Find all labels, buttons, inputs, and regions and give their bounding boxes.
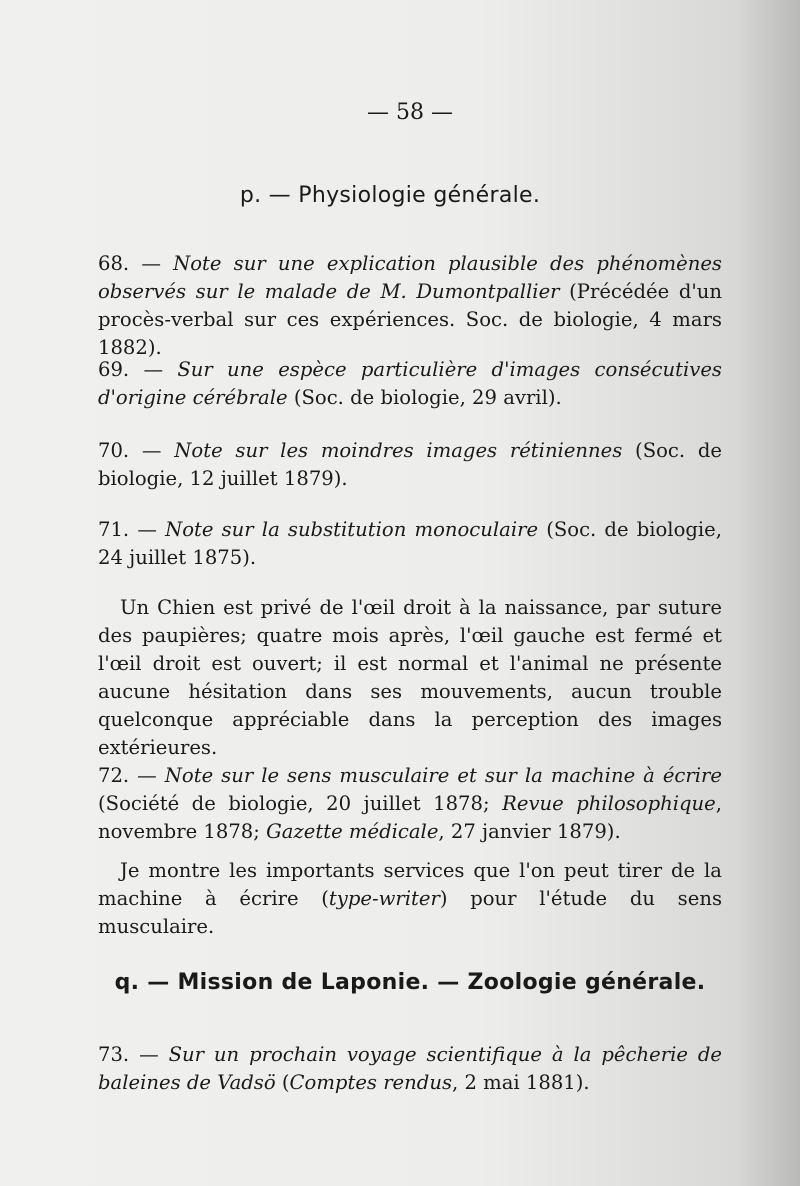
entry-details: (Société de biologie, 20 juillet 1878; (98, 792, 503, 815)
entry-dash: — (129, 358, 178, 381)
entry-number: 71. (98, 518, 130, 541)
bibliography-entry-72 (98, 762, 722, 846)
entry-details: , 2 mai 1881). (452, 1071, 590, 1094)
entry-dash: — (129, 764, 165, 787)
description-text: ) pour l'étude du sens musculaire. (98, 887, 722, 938)
entry-details: (Soc. de biologie, 12 juillet 1879). (98, 439, 722, 490)
entry-title: Note sur le sens musculaire et sur la machine à écrire (164, 764, 722, 787)
entry-title: Sur un prochain voyage scientifique à la pêcherie de baleines de Vadsö (98, 1043, 722, 1094)
entry-details: (Soc. de biologie, 29 avril). (287, 386, 562, 409)
journal-name: Comptes rendus (289, 1071, 452, 1094)
entry-details: (Précédée d'un procès-verbal sur ces expériences. Soc. de biologie, 4 mars 1882). (98, 280, 723, 359)
journal-name: Gazette médicale (266, 820, 439, 843)
bibliography-entry-69 (98, 356, 722, 412)
entry-details: ( (275, 1071, 290, 1094)
entry-details: , 27 janvier 1879). (438, 820, 621, 843)
entry-title: Sur une espèce particulière d'images consécutives d'origine cérébrale (98, 358, 722, 409)
section-heading-laponie: q. — Mission de Laponie. — Zoologie générale. (114, 970, 706, 995)
bibliography-entry-68 (98, 250, 722, 362)
entry-title: Note sur une explication plausible des phénomènes observés sur le malade de M. Dumontpallier (98, 252, 722, 303)
entry-title: Note sur la substitution monoculaire (165, 518, 539, 541)
description-text: Je montre les importants services que l'on peut tirer de la machine à écrire ( (98, 859, 722, 910)
bibliography-entry-71 (98, 516, 722, 572)
entry-71-description: Un Chien est privé de l'œil droit à la naissance, par suture des paupières; quatre mois après, l'œil gauche est fermé et l'œil droit est ouvert; il est normal et l'animal ne présente aucune hésitation dans ses mouvements, aucun trouble quelconque appréciable dans la perception des images extérieures. (98, 596, 722, 759)
journal-name: Revue philosophique (502, 792, 716, 815)
entry-title: Note sur les moindres images rétiniennes (174, 439, 623, 462)
entry-number: 68. (98, 252, 130, 275)
entry-details: (Soc. de biologie, 24 juillet 1875). (98, 518, 722, 569)
entry-dash: — (129, 252, 174, 275)
bibliography-entry-73 (98, 1041, 722, 1097)
entry-dash: — (129, 439, 175, 462)
section-heading-physiologie: p. — Physiologie générale. (239, 183, 541, 208)
entry-72-description (98, 857, 722, 941)
entry-details: , novembre 1878; (98, 792, 723, 843)
entry-number: 69. (98, 358, 130, 381)
entry-number: 72. (98, 764, 130, 787)
bibliography-entry-70 (98, 437, 722, 493)
description-italic: type-writer (328, 887, 440, 910)
entry-number: 70. (98, 439, 130, 462)
entry-number: 73. (98, 1043, 130, 1066)
entry-dash: — (129, 518, 166, 541)
entry-dash: — (129, 1043, 169, 1066)
page-number: — 58 — (367, 100, 453, 125)
